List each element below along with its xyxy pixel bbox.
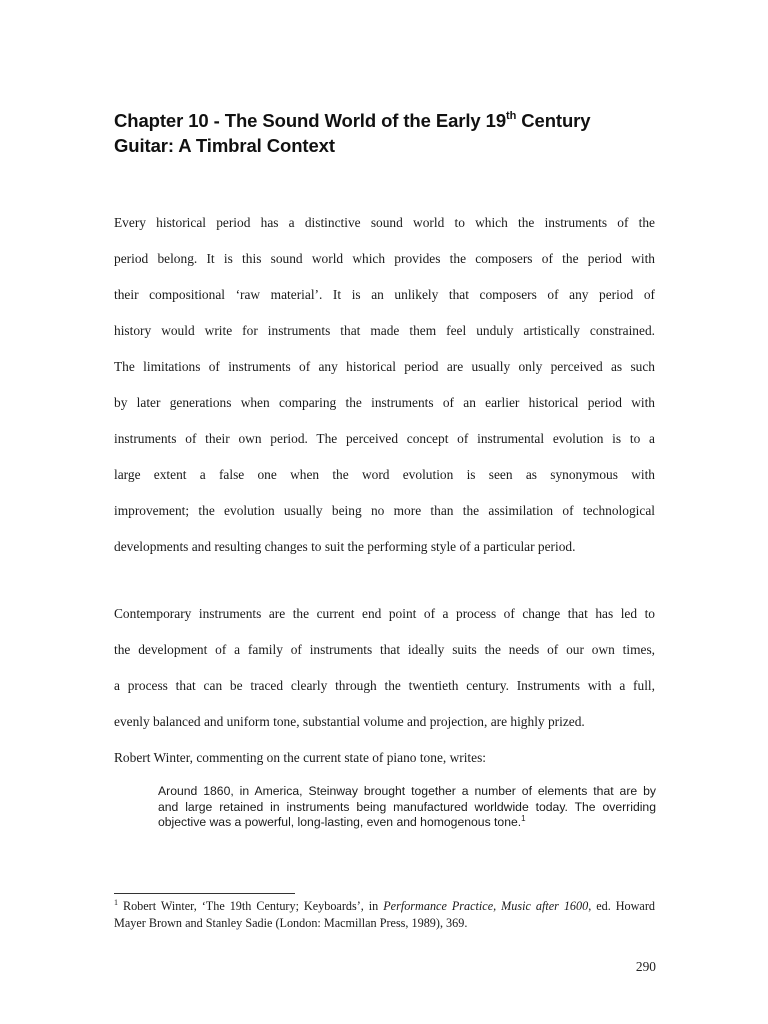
quote-last-line-text: objective was a powerful, long-lasting, even and homogenous tone. bbox=[158, 815, 522, 829]
heading-text: Chapter 10 - The Sound World of the Early 19 bbox=[114, 110, 507, 131]
paragraph-line: evenly balanced and uniform tone, substantial volume and projection, are highly prized. bbox=[114, 714, 585, 729]
paragraph-line: Robert Winter, commenting on the current state of piano tone, writes: bbox=[114, 750, 487, 765]
page-number: 290 bbox=[635, 959, 656, 974]
heading-text: Century bbox=[516, 110, 591, 131]
footnote-text: , ed. Howard bbox=[588, 899, 655, 913]
paragraph-line: the development of a family of instruments that ideally suits the needs of our own times, bbox=[114, 642, 655, 657]
paragraph-1 bbox=[114, 205, 655, 565]
quote-line: Around 1860, in America, Steinway brought together a number of elements that are by bbox=[158, 784, 656, 798]
paragraph-line: Every historical period has a distinctive sound world to which the instruments of the bbox=[114, 215, 655, 230]
paragraph-line: improvement; the evolution usually being no more than the assimilation of technological bbox=[114, 503, 655, 518]
footnote-title: Performance Practice, Music after 1600 bbox=[383, 899, 589, 913]
footnote-line-2: Mayer Brown and Stanley Sadie (London: Macmillan Press, 1989), 369. bbox=[114, 915, 468, 930]
footnote-line-1 bbox=[114, 898, 655, 915]
chapter-heading-line-2: Guitar: A Timbral Context bbox=[114, 135, 335, 156]
paragraph-line: period belong. It is this sound world which provides the composers of the period with bbox=[114, 251, 655, 266]
paragraph-line: developments and resulting changes to suit the performing style of a particular period. bbox=[114, 539, 576, 554]
quote-line bbox=[158, 815, 656, 831]
paragraph-line: their compositional ‘raw material’. It is an unlikely that composers of any period of bbox=[114, 287, 655, 302]
paragraph-line: The limitations of instruments of any historical period are usually only perceived as such bbox=[114, 359, 655, 374]
paragraph-line: Contemporary instruments are the current end point of a process of change that has led to bbox=[114, 606, 655, 621]
paragraph-line: history would write for instruments that made them feel unduly artistically constrained. bbox=[114, 323, 655, 338]
chapter-heading-line-1 bbox=[114, 108, 674, 133]
paragraph-line: instruments of their own period. The perceived concept of instrumental evolution is to a bbox=[114, 431, 655, 446]
paragraph-2 bbox=[114, 596, 655, 776]
footnote bbox=[114, 898, 655, 931]
footnote-number: 1 bbox=[114, 898, 118, 907]
block-quote bbox=[158, 784, 656, 831]
paragraph-line: by later generations when comparing the instruments of an earlier historical period with bbox=[114, 395, 655, 410]
paragraph-line: large extent a false one when the word evolution is seen as synonymous with bbox=[114, 467, 655, 482]
ordinal-suffix: th bbox=[506, 109, 517, 122]
footnote-text: Robert Winter, ‘The 19th Century; Keyboards’, in bbox=[118, 899, 384, 913]
footnote-reference: 1 bbox=[521, 813, 526, 823]
paragraph-line: a process that can be traced clearly through the twentieth century. Instruments with a full, bbox=[114, 678, 655, 693]
quote-line: and large retained in instruments being manufactured worldwide today. The overriding bbox=[158, 799, 656, 814]
chapter-heading bbox=[114, 108, 674, 158]
footnote-separator bbox=[114, 893, 295, 894]
